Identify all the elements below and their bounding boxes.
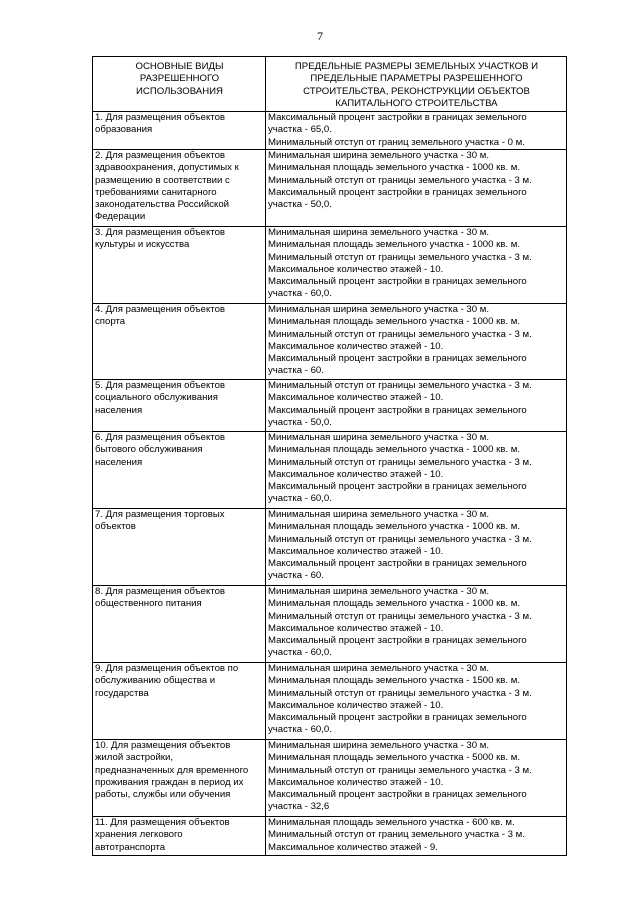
- parameters-cell: Минимальная ширина земельного участка - 30 м. Минимальная площадь земельного участка - 5000 кв. м. Минимальный отступ от границы земельного участка - 3 м. Максимальное количество этажей - 10. Максимальный процент застройки в границах земельного участка - 32,6: [266, 740, 567, 817]
- land-use-table: [92, 56, 567, 856]
- table-row: [93, 150, 567, 227]
- use-type-cell: 1. Для размещения объектов образования: [93, 112, 266, 150]
- parameters-cell: Минимальная площадь земельного участка - 600 кв. м. Минимальный отступ от границ земельного участка - 3 м. Максимальное количество этажей - 9.: [266, 817, 567, 856]
- use-type-cell: 11. Для размещения объектов хранения легкового автотранспорта: [93, 817, 266, 856]
- use-type-cell: 2. Для размещения объектов здравоохранения, допустимых к размещению в соответствии с требованиями санитарного законодательства Российской Федерации: [93, 150, 266, 227]
- table-row: [93, 304, 567, 380]
- parameters-cell: Минимальная ширина земельного участка - 30 м. Минимальная площадь земельного участка - 1000 кв. м. Минимальный отступ от границы земельного участка - 3 м. Максимальный процент застройки в границах земельного участка - 50,0.: [266, 150, 567, 227]
- table-row: [93, 509, 567, 586]
- table-row: [93, 227, 567, 304]
- parameters-cell: Минимальная ширина земельного участка - 30 м. Минимальная площадь земельного участка - 1000 кв. м. Минимальный отступ от границы земельного участка - 3 м. Максимальное количество этажей - 10. Максимальный процент застройки в границах земельного участка - 60.: [266, 509, 567, 586]
- page-number: 7: [317, 29, 323, 43]
- table-row: [93, 663, 567, 740]
- parameters-cell: Минимальная ширина земельного участка - 30 м. Минимальная площадь земельного участка - 1000 кв. м. Минимальный отступ от границы земельного участка - 3 м. Максимальное количество этажей - 10. Максимальный процент застройки в границах земельного участка - 60,0.: [266, 586, 567, 663]
- use-type-cell: 10. Для размещения объектов жилой застройки, предназначенных для временного проживания граждан в период их работы, службы или обучения: [93, 740, 266, 817]
- use-type-cell: 5. Для размещения объектов социального обслуживания населения: [93, 380, 266, 432]
- use-type-cell: 4. Для размещения объектов спорта: [93, 304, 266, 380]
- parameters-cell: Минимальная ширина земельного участка - 30 м. Минимальная площадь земельного участка - 1000 кв. м. Минимальный отступ от границы земельного участка - 3 м. Максимальное количество этажей - 10. Максимальный процент застройки в границах земельного участка - 60,0.: [266, 227, 567, 304]
- parameters-cell: Максимальный процент застройки в границах земельного участка - 65,0. Минимальный отступ от границ земельного участка - 0 м.: [266, 112, 567, 150]
- table-row: [93, 817, 567, 856]
- header-limit-parameters: ПРЕДЕЛЬНЫЕ РАЗМЕРЫ ЗЕМЕЛЬНЫХ УЧАСТКОВ И ПРЕДЕЛЬНЫЕ ПАРАМЕТРЫ РАЗРЕШЕННОГО СТРОИТЕЛЬСТВА, РЕКОНСТРУКЦИИ ОБЪЕКТОВ КАПИТАЛЬНОГО СТРОИТЕЛЬСТВА: [266, 57, 567, 112]
- header-use-types: ОСНОВНЫЕ ВИДЫ РАЗРЕШЕННОГО ИСПОЛЬЗОВАНИЯ: [93, 57, 266, 112]
- use-type-cell: 3. Для размещения объектов культуры и искусства: [93, 227, 266, 304]
- parameters-cell: Минимальная ширина земельного участка - 30 м. Минимальная площадь земельного участка - 1500 кв. м. Минимальный отступ от границы земельного участка - 3 м. Максимальное количество этажей - 10. Максимальный процент застройки в границах земельного участка - 60,0.: [266, 663, 567, 740]
- use-type-cell: 8. Для размещения объектов общественного питания: [93, 586, 266, 663]
- table-row: [93, 740, 567, 817]
- table-row: [93, 432, 567, 509]
- parameters-cell: Минимальная ширина земельного участка - 30 м. Минимальная площадь земельного участка - 1000 кв. м. Минимальный отступ от границы земельного участка - 3 м. Максимальное количество этажей - 10. Максимальный процент застройки в границах земельного участка - 60,0.: [266, 432, 567, 509]
- table-header-row: [93, 57, 567, 112]
- parameters-cell: Минимальный отступ от границы земельного участка - 3 м. Максимальное количество этажей - 10. Максимальный процент застройки в границах земельного участка - 50,0.: [266, 380, 567, 432]
- use-type-cell: 9. Для размещения объектов по обслуживанию общества и государства: [93, 663, 266, 740]
- use-type-cell: 6. Для размещения объектов бытового обслуживания населения: [93, 432, 266, 509]
- use-type-cell: 7. Для размещения торговых объектов: [93, 509, 266, 586]
- table-row: [93, 380, 567, 432]
- table-row: [93, 586, 567, 663]
- parameters-cell: Минимальная ширина земельного участка - 30 м. Минимальная площадь земельного участка - 1000 кв. м. Минимальный отступ от границы земельного участка - 3 м. Максимальное количество этажей - 10. Максимальный процент застройки в границах земельного участка - 60.: [266, 304, 567, 380]
- table-row: [93, 112, 567, 150]
